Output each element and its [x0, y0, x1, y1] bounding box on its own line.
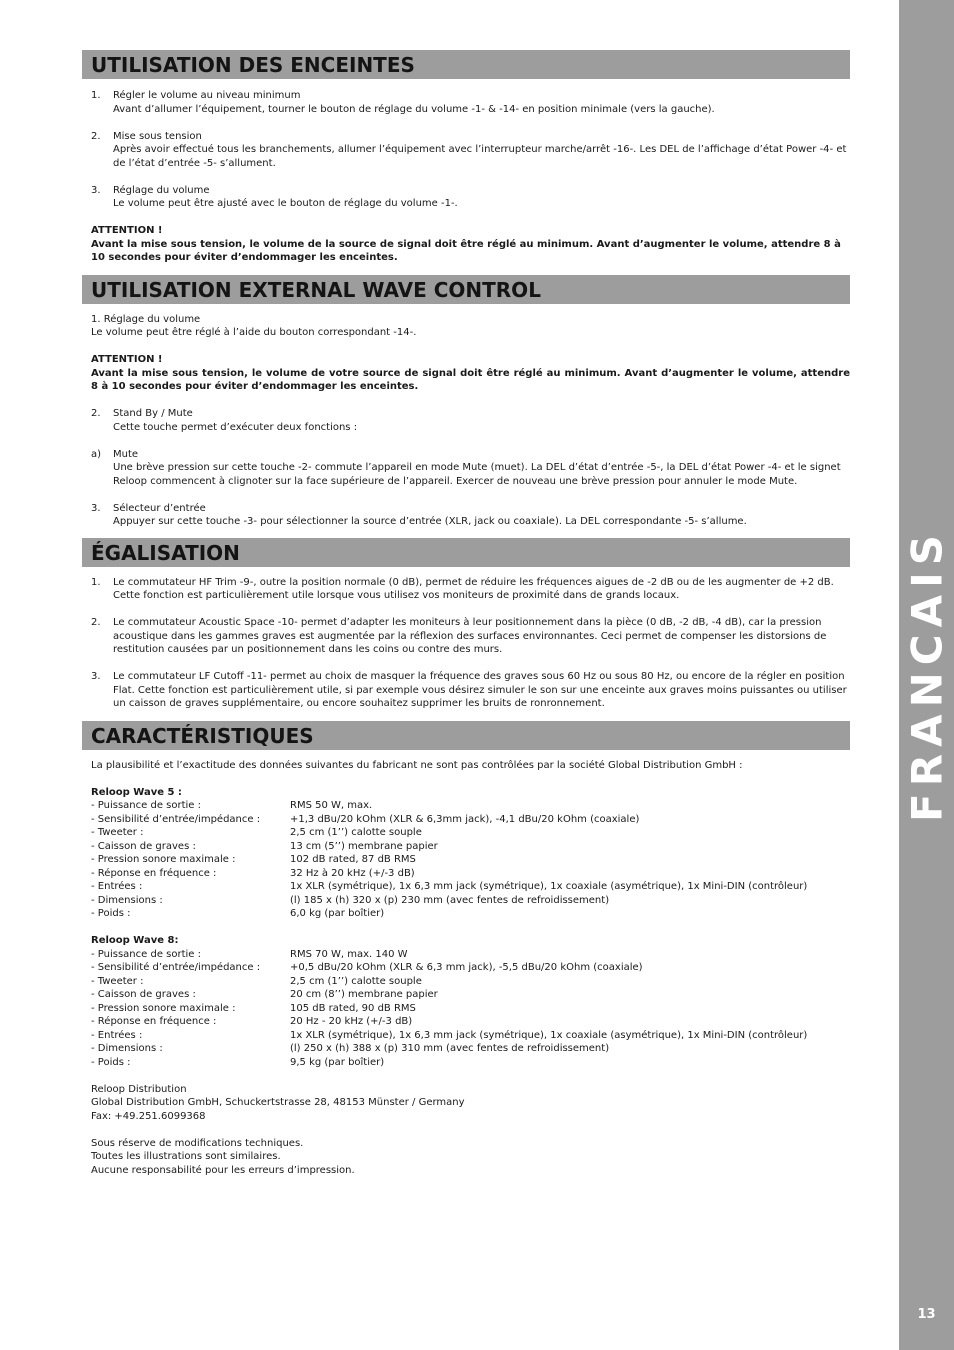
- section-title-external-wave-control: UTILISATION EXTERNAL WAVE CONTROL: [82, 275, 850, 304]
- spec-row: - Réponse en fréquence : 20 Hz - 20 kHz (+/-3 dB): [91, 1016, 413, 1027]
- spec-row: - Tweeter : 2,5 cm (1’’) calotte souple: [91, 827, 422, 838]
- spec-row: - Puissance de sortie : RMS 50 W, max.: [91, 800, 373, 811]
- section-body-egalisation: [82, 567, 850, 711]
- attention-text: Avant la mise sous tension, le volume de la source de signal doit être réglé au minimum. Avant d’augmenter le volume, attendre 8 à 10 secondes pour éviter d’endommager les enceintes.: [91, 238, 841, 263]
- list-item: 3. Le commutateur LF Cutoff -11- permet au choix de masquer la fréquence des graves sous 60 Hz ou sous 80 Hz, ou encore de la régler en position Flat. Cette fonction est particulièrement utile, si par exemple vous désirez simuler le son sur une enceinte aux graves moins puissantes ou utiliser un caisson de graves supplémentaire, ou encore souhaitez supprimer les bruits de ronronnement.: [91, 671, 847, 709]
- model-title-wave8: Reloop Wave 8:: [91, 935, 179, 946]
- spec-row: - Pression sonore maximale : 102 dB rated, 87 dB RMS: [91, 854, 416, 865]
- address-line: Reloop Distribution: [91, 1083, 187, 1095]
- spec-row: - Poids : 9,5 kg (par boîtier): [91, 1056, 385, 1068]
- section-body-external-wave-control: [82, 304, 850, 529]
- spec-row: - Caisson de graves : 20 cm (8’’) membrane papier: [91, 989, 438, 1000]
- spec-row: - Caisson de graves : 13 cm (5’’) membrane papier: [91, 840, 438, 852]
- language-label: FRANCAIS: [902, 528, 952, 822]
- spec-row: - Dimensions : (l) 250 x (h) 388 x (p) 310 mm (avec fentes de refroidissement): [91, 1043, 610, 1054]
- spec-row: - Tweeter : 2,5 cm (1’’) calotte souple: [91, 975, 422, 987]
- spec-row: - Poids : 6,0 kg (par boîtier): [91, 908, 385, 919]
- list-item: 1. Régler le volume au niveau minimum Avant d’allumer l’équipement, tourner le bouton de réglage du volume -1- & -14- en position minimale (vers la gauche).: [91, 90, 715, 115]
- list-item: 1. Le commutateur HF Trim -9-, outre la position normale (0 dB), permet de réduire les fréquences aigues de -2 dB ou de les augmenter de +2 dB. Cette fonction est particulièrement utile lorsque vous utilisez vos moniteurs de proximité dans de grands locaux.: [91, 576, 834, 601]
- note-line: Aucune responsabilité pour les erreurs d’impression.: [91, 1164, 355, 1176]
- spec-table-wave8: [91, 948, 850, 1070]
- section-body-utilisation-enceintes: [82, 79, 850, 265]
- model-title-wave5: Reloop Wave 5 :: [91, 786, 182, 798]
- section-body-caracteristiques: [82, 750, 850, 1178]
- spec-row: - Pression sonore maximale : 105 dB rated, 90 dB RMS: [91, 1002, 416, 1014]
- list-item: 2. Le commutateur Acoustic Space -10- permet d’adapter les moniteurs à leur positionnement dans la pièce (0 dB, -2 dB, -4 dB), car la pression acoustique dans les gammes graves est augmentée par la réflexion des surfaces environnantes. Ceci permet de compenser les distorsions de restitution causées par un positionnement dans les coins ou contre des murs.: [91, 617, 827, 655]
- spec-row: - Réponse en fréquence : 32 Hz à 20 kHz (+/-3 dB): [91, 867, 415, 879]
- spec-row: - Entrées : 1x XLR (symétrique), 1x 6,3 mm jack (symétrique), 1x coaxiale (asymétrique), 1x Mini-DIN (contrôleur): [91, 1029, 808, 1041]
- section-title-utilisation-enceintes: UTILISATION DES ENCEINTES: [82, 50, 850, 79]
- section-title-egalisation: ÉGALISATION: [82, 538, 850, 567]
- page-content: [82, 50, 850, 1177]
- note-line: Toutes les illustrations sont similaires.: [91, 1151, 281, 1162]
- attention-label: ATTENTION !: [91, 354, 163, 365]
- list-item: 3. Sélecteur d’entrée Appuyer sur cette touche -3- pour sélectionner la source d’entrée (XLR, jack ou coaxiale). La DEL correspondante -5- s’allume.: [91, 502, 747, 527]
- list-item: a) Mute Une brève pression sur cette touche -2- commute l’appareil en mode Mute (muet). La DEL d’état d’entrée -5-, la DEL d’état Power -4- et le signet Reloop commencent à clignoter sur la face supérieure de l’appareil. Exercer de nouveau une brève pression pour annuler le mode Mute.: [91, 448, 841, 487]
- spec-row: - Puissance de sortie : RMS 70 W, max. 140 W: [91, 948, 408, 960]
- list-item: 2. Stand By / Mute Cette touche permet d’exécuter deux fonctions :: [91, 408, 358, 433]
- page-number: 13: [917, 1307, 936, 1322]
- spec-row: - Sensibilité d’entrée/impédance : +0,5 dBu/20 kOhm (XLR & 6,3 mm jack), -5,5 dBu/20 kOhm (coaxiale): [91, 962, 643, 973]
- paragraph-text: Le volume peut être réglé à l’aide du bouton correspondant -14-.: [91, 327, 417, 338]
- address-line: Global Distribution GmbH, Schuckertstrasse 28, 48153 Münster / Germany: [91, 1097, 465, 1108]
- address-line: Fax: +49.251.6099368: [91, 1110, 206, 1122]
- specs-intro: La plausibilité et l’exactitude des données suivantes du fabricant ne sont pas contrôlées par la société Global Distribution GmbH :: [91, 759, 743, 771]
- spec-row: - Sensibilité d’entrée/impédance : +1,3 dBu/20 kOhm (XLR & 6,3mm jack), -4,1 dBu/20 kOhm (coaxiale): [91, 813, 640, 825]
- spec-table-wave5: [91, 799, 850, 921]
- spec-row: - Dimensions : (l) 185 x (h) 320 x (p) 230 mm (avec fentes de refroidissement): [91, 894, 610, 906]
- attention-label: ATTENTION !: [91, 225, 163, 236]
- address-block: [91, 1083, 850, 1124]
- paragraph-title: 1. Réglage du volume: [91, 313, 201, 325]
- list-item: 3. Réglage du volume Le volume peut être ajusté avec le bouton de réglage du volume -1-.: [91, 184, 458, 209]
- attention-text: Avant la mise sous tension, le volume de votre source de signal doit être réglé au minimum. Avant d’augmenter le volume, attendre 8 à 10 secondes pour éviter d’endommager les enceintes.: [91, 367, 850, 392]
- section-title-caracteristiques: CARACTÉRISTIQUES: [82, 721, 850, 750]
- list-item: 2. Mise sous tension Après avoir effectué tous les branchements, allumer l’équipement avec l’interrupteur marche/arrêt -16-. Les DEL de l’affichage d’état Power -4- et de l’état d’entrée -5- s’allument.: [91, 130, 847, 169]
- spec-row: - Entrées : 1x XLR (symétrique), 1x 6,3 mm jack (symétrique), 1x coaxiale (asymétrique), 1x Mini-DIN (contrôleur): [91, 881, 808, 892]
- note-line: Sous réserve de modifications techniques.: [91, 1137, 304, 1149]
- notes-block: [91, 1137, 850, 1178]
